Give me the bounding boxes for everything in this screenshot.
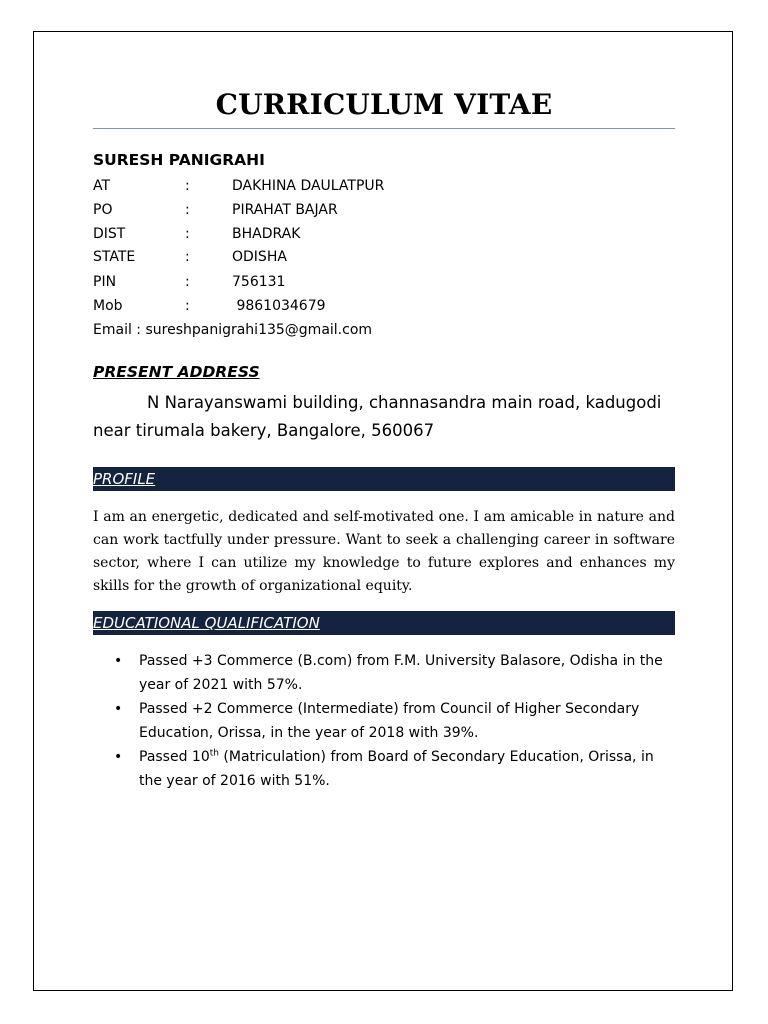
profile-heading: PROFILE	[93, 470, 156, 488]
profile-text: I am an energetic, dedicated and self-motivated one. I am amicable in nature and can work tactfully under pressure. Want to seek a challenging career in software sector, where I can utilize my knowledge to future explores and enhances my skills for the growth of organizational equity.	[93, 509, 675, 594]
address-key: AT	[93, 178, 111, 194]
bullet-icon: •	[114, 701, 123, 717]
education-item	[93, 697, 675, 745]
address-key: PO	[93, 202, 113, 218]
education-item-text-pre: Passed 10	[139, 749, 210, 765]
education-list	[93, 649, 675, 793]
address-value: PIRAHAT BAJAR	[232, 202, 338, 218]
address-value: 756131	[232, 274, 286, 290]
address-value: BHADRAK	[232, 226, 301, 242]
education-item-text: Passed +3 Commerce (B.com) from F.M. University Balasore, Odisha in the year of 2021 with 57%.	[139, 653, 663, 693]
bullet-icon: •	[114, 653, 123, 669]
education-item-text: Passed +2 Commerce (Intermediate) from Council of Higher Secondary Education, Orissa, in the year of 2018 with 39%.	[139, 701, 640, 741]
address-separator: :	[185, 274, 190, 290]
address-separator: :	[185, 298, 190, 314]
education-item	[93, 745, 675, 793]
present-address-text: N Narayanswami building, channasandra main road, kadugodi near tirumala bakery, Bangalore, 560067	[93, 393, 662, 440]
address-value: DAKHINA DAULATPUR	[232, 178, 385, 194]
candidate-name: SURESH PANIGRAHI	[93, 151, 265, 169]
profile-heading-bar	[93, 467, 675, 491]
address-value: 9861034679	[232, 298, 326, 314]
address-separator: :	[185, 178, 190, 194]
address-separator: :	[185, 249, 190, 265]
bullet-icon: •	[114, 749, 123, 765]
present-address-heading: PRESENT ADDRESS	[93, 363, 260, 381]
address-key: Mob	[93, 298, 123, 314]
address-key: PIN	[93, 274, 117, 290]
education-heading: EDUCATIONAL QUALIFICATION	[93, 614, 320, 632]
ordinal-suffix: th	[209, 748, 219, 759]
address-separator: :	[185, 202, 190, 218]
address-separator: :	[185, 226, 190, 242]
address-value: ODISHA	[232, 249, 287, 265]
education-item	[93, 649, 675, 697]
address-key: DIST	[93, 226, 126, 242]
education-item-text-post: (Matriculation) from Board of Secondary Education, Orissa, in the year of 2016 with 51%.	[139, 749, 654, 789]
address-key: STATE	[93, 249, 136, 265]
email-line: Email : sureshpanigrahi135@gmail.com	[93, 322, 373, 338]
document-title: CURRICULUM VITAE	[215, 88, 553, 121]
education-heading-bar	[93, 611, 675, 635]
title-divider	[93, 128, 675, 129]
